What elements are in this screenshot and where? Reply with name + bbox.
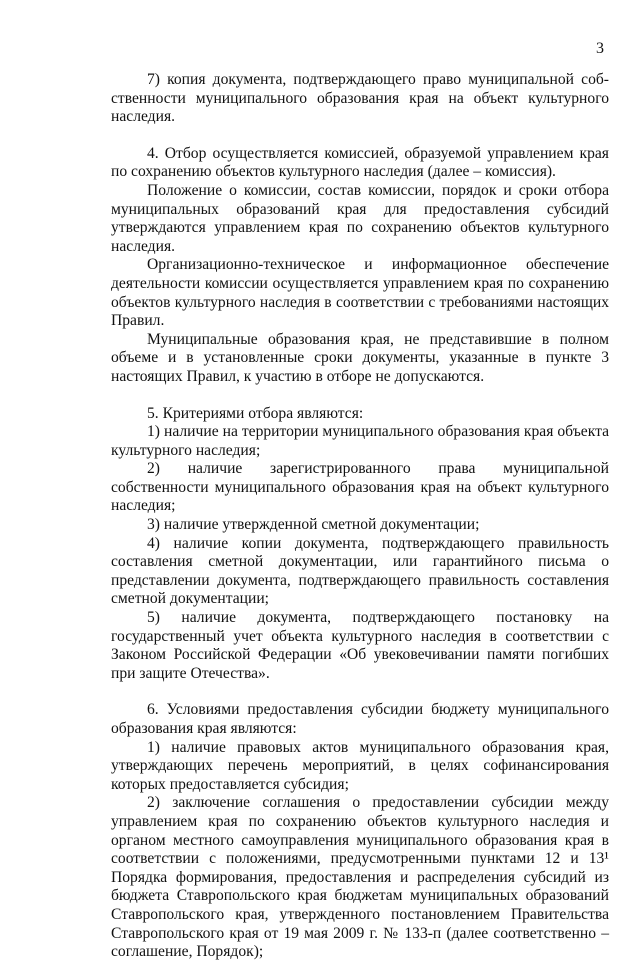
paragraph-clause-5: 5. Критериями отбора являются: (147, 404, 364, 422)
paragraph-clause-6: 6. Условиями предоставления субсидии бюджету муниципального образования края являются: (111, 701, 609, 737)
paragraph-clause-4: 4. Отбор осуществляется комиссией, образуемой управлением края по сохранению объектов культурного наследия (далее – комиссия). (111, 144, 609, 181)
page-number: 3 (596, 40, 604, 57)
paragraph-commission-regulation: Положение о комиссии, состав комиссии, порядок и сроки отбора муниципальных образований края для предоставления субсидий утверждаются управлением края по сохранению объектов культурного наследия. (111, 181, 609, 255)
paragraph-item-7: 7) копия документа, подтверждающего право муниципальной собственности муниципального образования края на объект культурного наследия. (111, 71, 609, 126)
paragraph-condition-2: 2) заключение соглашения о предоставлении субсидии между управлением края по сохранению объектов культурного наследия и органом местного самоуправления муниципального образования края в соответствии с положениями, предусмотренными пунктами 12 и 13¹ Порядка формирования, предоставления и распределения субсидий из бюджета Ставропольского края бюджетам муниципальных образований Ставропольского края, утвержденного постановлением Правительства Ставропольского края от 19 мая 2009 г. № 133-п (далее соответственно – соглашение, Порядок); (111, 794, 609, 961)
paragraph-criterion-2: 2) наличие зарегистрированного права муниципальной собственности муниципального образования края на объект культурного наследия; (111, 460, 609, 515)
paragraph-criterion-3: 3) наличие утвержденной сметной документации; (147, 516, 480, 534)
paragraph-criterion-4: 4) наличие копии документа, подтверждающего правильность составления сметной документации, или гарантийного письма о представлении документа, подтверждающего правильность составления сметной документации; (111, 534, 609, 608)
paragraph-organizational-support: Организационно-техническое и информационное обеспечение деятельности комиссии осуществляется управлением края по сохранению объектов культурного наследия в соответствии с требованиями настоящих Правил. (111, 256, 609, 330)
paragraph-non-admission: Муниципальные образования края, не представившие в полном объеме и в установленные сроки документы, указанные в пункте 3 настоящих Правил, к участию в отборе не допускаются. (111, 330, 609, 385)
document-body (111, 71, 609, 962)
paragraph-criterion-5: 5) наличие документа, подтверждающего постановку на государственный учет объекта культурного наследия в соответствии с Законом Российской Федерации «Об увековечивании памяти погибших при защите Отечества». (111, 609, 609, 682)
paragraph-criterion-1: 1) наличие на территории муниципального образования края объекта культурного наследия; (111, 423, 609, 459)
paragraph-condition-1: 1) наличие правовых актов муниципального образования края, утверждающих перечень мероприятий, в целях софинансирования которых предоставляется субсидия; (111, 738, 609, 793)
